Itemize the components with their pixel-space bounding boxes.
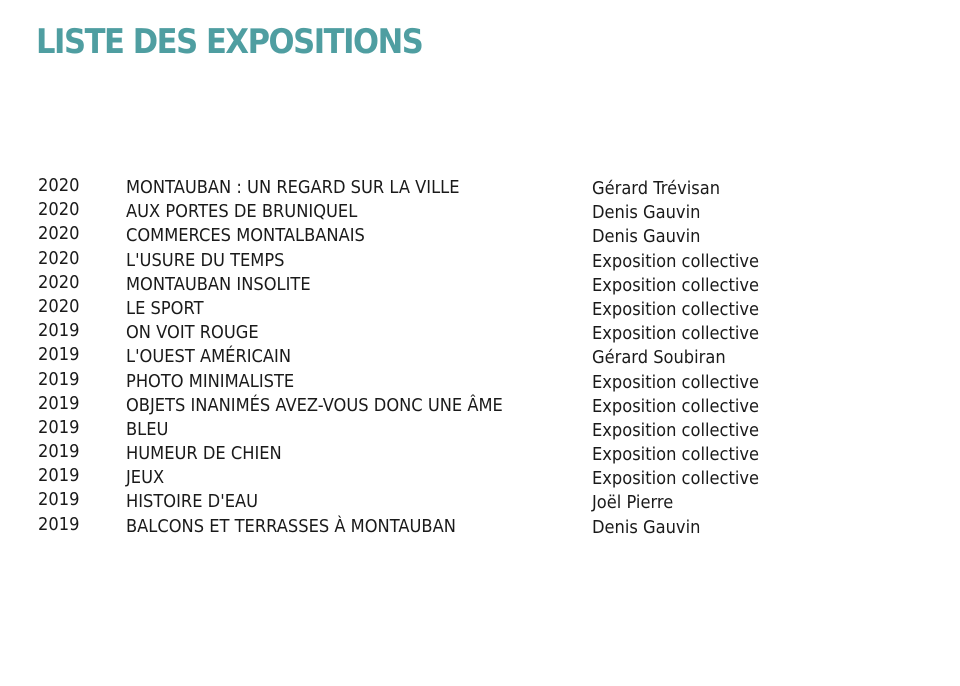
exhibition-artist: Denis Gauvin [592, 517, 701, 538]
exhibition-title: L'OUEST AMÉRICAIN [126, 347, 292, 368]
exhibition-year: 2019 [38, 490, 80, 511]
exhibition-row [38, 321, 898, 345]
exhibition-row [38, 200, 898, 224]
exhibition-title: JEUX [126, 468, 165, 489]
exhibition-title: MONTAUBAN INSOLITE [126, 274, 311, 295]
exhibition-artist: Exposition collective [592, 372, 760, 393]
exhibition-title: AUX PORTES DE BRUNIQUEL [126, 202, 358, 223]
exhibition-artist: Exposition collective [592, 396, 760, 417]
exhibition-row [38, 345, 898, 369]
exhibition-title: HUMEUR DE CHIEN [126, 444, 282, 465]
page-title: LISTE DES EXPOSITIONS [36, 22, 423, 62]
exhibition-year: 2019 [38, 321, 80, 342]
exhibition-artist: Exposition collective [592, 275, 760, 296]
exhibition-list [38, 176, 898, 539]
exhibition-title: BLEU [126, 419, 169, 440]
exhibition-artist: Exposition collective [592, 420, 760, 441]
exhibition-title: L'USURE DU TEMPS [126, 250, 285, 271]
exhibition-year: 2019 [38, 466, 80, 487]
exhibition-row [38, 224, 898, 248]
exhibition-artist: Exposition collective [592, 445, 760, 466]
exhibition-title: OBJETS INANIMÉS AVEZ-VOUS DONC UNE ÂME [126, 395, 503, 416]
exhibition-row [38, 418, 898, 442]
exhibition-title: ON VOIT ROUGE [126, 323, 259, 344]
exhibition-artist: Denis Gauvin [592, 227, 701, 248]
exhibition-title: HISTOIRE D'EAU [126, 492, 259, 513]
exhibition-artist: Denis Gauvin [592, 203, 701, 224]
exhibition-row [38, 442, 898, 466]
exhibition-title: MONTAUBAN : UN REGARD SUR LA VILLE [126, 178, 460, 198]
exhibition-title: COMMERCES MONTALBANAIS [126, 226, 365, 247]
exhibition-title: BALCONS ET TERRASSES À MONTAUBAN [126, 516, 456, 537]
exhibition-artist: Gérard Soubiran [592, 348, 726, 369]
exhibition-artist: Gérard Trévisan [592, 179, 721, 199]
exhibition-row [38, 466, 898, 490]
exhibition-year: 2020 [38, 296, 80, 317]
exhibition-artist: Joël Pierre [592, 493, 674, 514]
exhibition-title: LE SPORT [126, 298, 204, 319]
exhibition-year: 2019 [38, 369, 80, 390]
exhibition-year: 2020 [38, 176, 80, 196]
exhibition-title: PHOTO MINIMALISTE [126, 371, 295, 392]
exhibition-row [38, 297, 898, 321]
exhibition-year: 2019 [38, 393, 80, 414]
exhibition-row [38, 273, 898, 297]
exhibition-year: 2019 [38, 514, 80, 535]
exhibition-row [38, 176, 898, 200]
exhibition-artist: Exposition collective [592, 251, 760, 272]
exhibition-year: 2020 [38, 200, 80, 221]
exhibition-row [38, 370, 898, 394]
exhibition-year: 2019 [38, 442, 80, 463]
exhibition-year: 2020 [38, 224, 80, 245]
exhibition-year: 2020 [38, 272, 80, 293]
exhibition-row [38, 249, 898, 273]
exhibition-artist: Exposition collective [592, 469, 760, 490]
exhibition-artist: Exposition collective [592, 324, 760, 345]
exhibition-row [38, 394, 898, 418]
exhibition-year: 2019 [38, 345, 80, 366]
exhibition-artist: Exposition collective [592, 299, 760, 320]
exhibition-year: 2020 [38, 248, 80, 269]
exhibition-row [38, 515, 898, 539]
exhibition-row [38, 490, 898, 514]
exhibition-year: 2019 [38, 417, 80, 438]
